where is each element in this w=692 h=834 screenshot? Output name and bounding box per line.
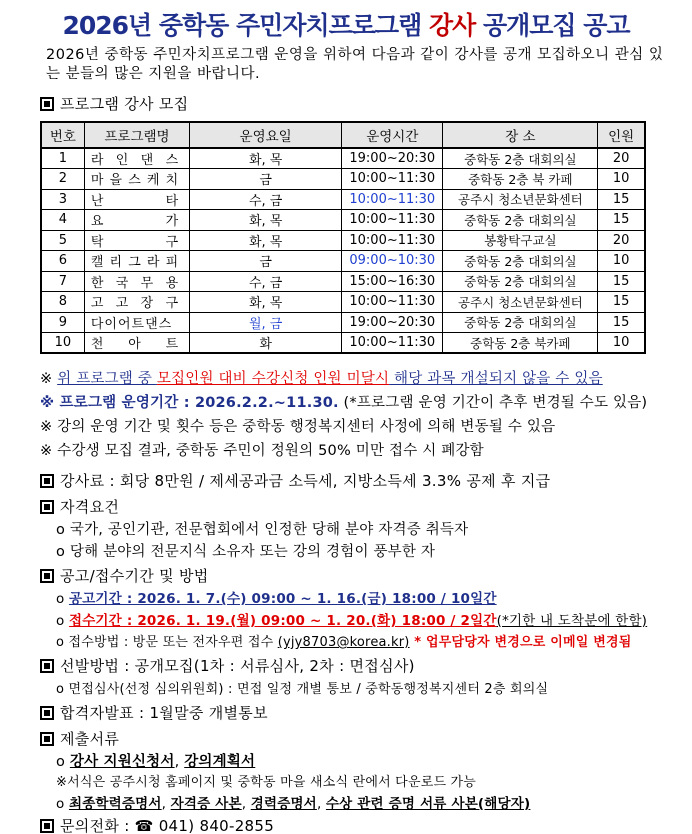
cell-name: 난 타 — [84, 189, 189, 210]
cell-name: 캘 리 그 라 피 — [84, 251, 189, 272]
square-bullet-icon — [40, 474, 54, 488]
table-row — [41, 292, 645, 313]
receipt-method: o 접수방법 : 방문 또는 전자우편 접수 (yjy8703@korea.kr) * 업무담당자 변경으로 이메일 변경됨 — [56, 635, 632, 650]
cell-days: 화, 목 — [190, 292, 342, 313]
square-bullet-icon — [40, 97, 54, 111]
cell-days: 월, 금 — [190, 312, 342, 333]
cell-count: 15 — [598, 271, 645, 292]
cell-count: 10 — [598, 333, 645, 354]
phone-icon: ☎ — [134, 817, 159, 834]
cell-place: 공주시 청소년문화센터 — [443, 189, 598, 210]
section-contact: 문의전화 : ☎ 041) 840-2855 — [40, 815, 274, 834]
cell-name: 라 인 댄 스 — [84, 148, 189, 169]
cell-no: 8 — [41, 292, 84, 313]
cell-time: 10:00~11:30 — [342, 210, 443, 231]
section-selection: 선발방법 : 공개모집(1차 : 서류심사, 2차 : 면접심사) — [40, 655, 415, 676]
cell-place: 중학동 2층 대회의실 — [443, 148, 598, 169]
note-2: ※ 프로그램 운영기간 : 2026.2.2.~11.30. (*프로그램 운영 기간이 추후 변경될 수도 있음) — [40, 395, 648, 411]
square-bullet-icon — [40, 569, 54, 583]
table-row — [41, 189, 645, 210]
table-row — [41, 169, 645, 190]
table-row — [41, 271, 645, 292]
section-announcement: 합격자발표 : 1월말중 개별통보 — [40, 702, 268, 723]
cell-name: 다이어트댄스 — [84, 312, 189, 333]
section-documents: 제출서류 — [40, 728, 119, 749]
cell-place: 공주시 청소년문화센터 — [443, 292, 598, 313]
cell-time: 10:00~11:30 — [342, 189, 443, 210]
cell-days: 화 — [190, 333, 342, 354]
cell-days: 수, 금 — [190, 271, 342, 292]
cell-no: 3 — [41, 189, 84, 210]
cell-no: 1 — [41, 148, 84, 169]
cell-place: 중학동 2층 대회의실 — [443, 210, 598, 231]
cell-place: 중학동 2층 대회의실 — [443, 251, 598, 272]
section-qualification: 자격요건 — [40, 496, 119, 517]
table-row — [41, 230, 645, 251]
table-row — [41, 148, 645, 169]
cell-place: 봉황탁구교실 — [443, 230, 598, 251]
cell-days: 화, 목 — [190, 148, 342, 169]
header-count: 인원 — [598, 122, 645, 148]
cell-count: 20 — [598, 148, 645, 169]
cell-no: 5 — [41, 230, 84, 251]
cell-place: 중학동 2층 대회의실 — [443, 312, 598, 333]
table-row — [41, 333, 645, 354]
section-programs: 프로그램 강사 모집 — [40, 93, 188, 114]
cell-no: 6 — [41, 251, 84, 272]
cell-count: 20 — [598, 230, 645, 251]
selection-detail: o 면접심사(선정 심의위원회) : 면접 일정 개별 통보 / 중학동행정복지센터 2층 회의실 — [56, 682, 549, 697]
cell-name: 탁 구 — [84, 230, 189, 251]
cell-name: 천 아 트 — [84, 333, 189, 354]
note-4: ※ 수강생 모집 결과, 중학동 주민이 정원의 50% 미만 접수 시 폐강함 — [40, 443, 484, 459]
cell-count: 15 — [598, 312, 645, 333]
table-row — [41, 210, 645, 231]
table-row — [41, 251, 645, 272]
header-place: 장 소 — [443, 122, 598, 148]
receipt-period: o 접수기간 : 2026. 1. 19.(월) 09:00 ~ 1. 20.(화) 18:00 / 2일간(*기한 내 도착분에 한함) — [56, 613, 648, 629]
cell-count: 10 — [598, 251, 645, 272]
cell-no: 2 — [41, 169, 84, 190]
cell-name: 마 을 스 케 치 — [84, 169, 189, 190]
cell-time: 09:00~10:30 — [342, 251, 443, 272]
cell-time: 10:00~11:30 — [342, 292, 443, 313]
cell-no: 9 — [41, 312, 84, 333]
cell-no: 7 — [41, 271, 84, 292]
cell-name: 요 가 — [84, 210, 189, 231]
cell-name: 한 국 무 용 — [84, 271, 189, 292]
note-3: ※ 강의 운영 기간 및 횟수 등은 중학동 행정복지센터 사정에 의해 변동될 수 있음 — [40, 419, 556, 435]
cell-time: 19:00~20:30 — [342, 312, 443, 333]
cell-place: 중학동 2층 대회의실 — [443, 271, 598, 292]
cell-count: 15 — [598, 292, 645, 313]
email-link[interactable]: (yjy8703@korea.kr) — [277, 635, 410, 650]
square-bullet-icon — [40, 500, 54, 514]
cell-days: 금 — [190, 251, 342, 272]
cell-days: 수, 금 — [190, 189, 342, 210]
square-bullet-icon — [40, 706, 54, 720]
cell-time: 10:00~11:30 — [342, 230, 443, 251]
cell-no: 4 — [41, 210, 84, 231]
intro-text: 2026년 중학동 주민자치프로그램 운영을 위하여 다음과 같이 강사를 공개 모집하오니 관심 있는 분들의 많은 지원을 바랍니다. — [46, 47, 664, 82]
square-bullet-icon — [40, 732, 54, 746]
square-bullet-icon — [40, 659, 54, 673]
cell-name: 고 고 장 구 — [84, 292, 189, 313]
header-no: 번호 — [41, 122, 84, 148]
docs-item-1: o 강사 지원신청서, 강의계획서 — [56, 754, 256, 770]
cell-time: 19:00~20:30 — [342, 148, 443, 169]
qual-item-2: o 당해 분야의 전문지식 소유자 또는 강의 경험이 풍부한 자 — [56, 544, 436, 560]
header-name: 프로그램명 — [84, 122, 189, 148]
section-period: 공고/접수기간 및 방법 — [40, 565, 209, 586]
phone-number[interactable]: 041) 840-2855 — [158, 817, 275, 834]
table-header-row — [41, 122, 645, 148]
table-row — [41, 312, 645, 333]
cell-count: 15 — [598, 210, 645, 231]
note-1: ※ 위 프로그램 중 모집인원 대비 수강신청 인원 미달시 해당 과목 개설되지 않을 수 있음 — [40, 371, 603, 387]
cell-days: 금 — [190, 169, 342, 190]
cell-time: 10:00~11:30 — [342, 333, 443, 354]
cell-place: 중학동 2층 북 카페 — [443, 169, 598, 190]
section-fee: 강사료 : 회당 8만원 / 제세공과금 소득세, 지방소득세 3.3% 공제 후 지급 — [40, 470, 550, 491]
cell-no: 10 — [41, 333, 84, 354]
docs-item-2: o 최종학력증명서, 자격증 사본, 경력증명서, 수상 관련 증명 서류 사본(해당자) — [56, 796, 531, 812]
page-title: 2026년 중학동 주민자치프로그램 강사 공개모집 공고 — [62, 11, 630, 40]
cell-time: 15:00~16:30 — [342, 271, 443, 292]
cell-days: 화, 목 — [190, 210, 342, 231]
header-days: 운영요일 — [190, 122, 342, 148]
cell-days: 화, 목 — [190, 230, 342, 251]
docs-note: ※서식은 공주시청 홈페이지 및 중학동 마을 새소식 란에서 다운로드 가능 — [56, 775, 477, 790]
cell-place: 중학동 2층 북카페 — [443, 333, 598, 354]
program-table — [40, 121, 646, 354]
cell-time: 10:00~11:30 — [342, 169, 443, 190]
square-bullet-icon — [40, 819, 54, 833]
qual-item-1: o 국가, 공인기관, 전문협회에서 인정한 당해 분야 자격증 취득자 — [56, 522, 469, 538]
announce-period: o 공고기간 : 2026. 1. 7.(수) 09:00 ~ 1. 16.(금) 18:00 / 10일간 — [56, 591, 497, 607]
header-time: 운영시간 — [342, 122, 443, 148]
cell-count: 15 — [598, 189, 645, 210]
cell-count: 10 — [598, 169, 645, 190]
